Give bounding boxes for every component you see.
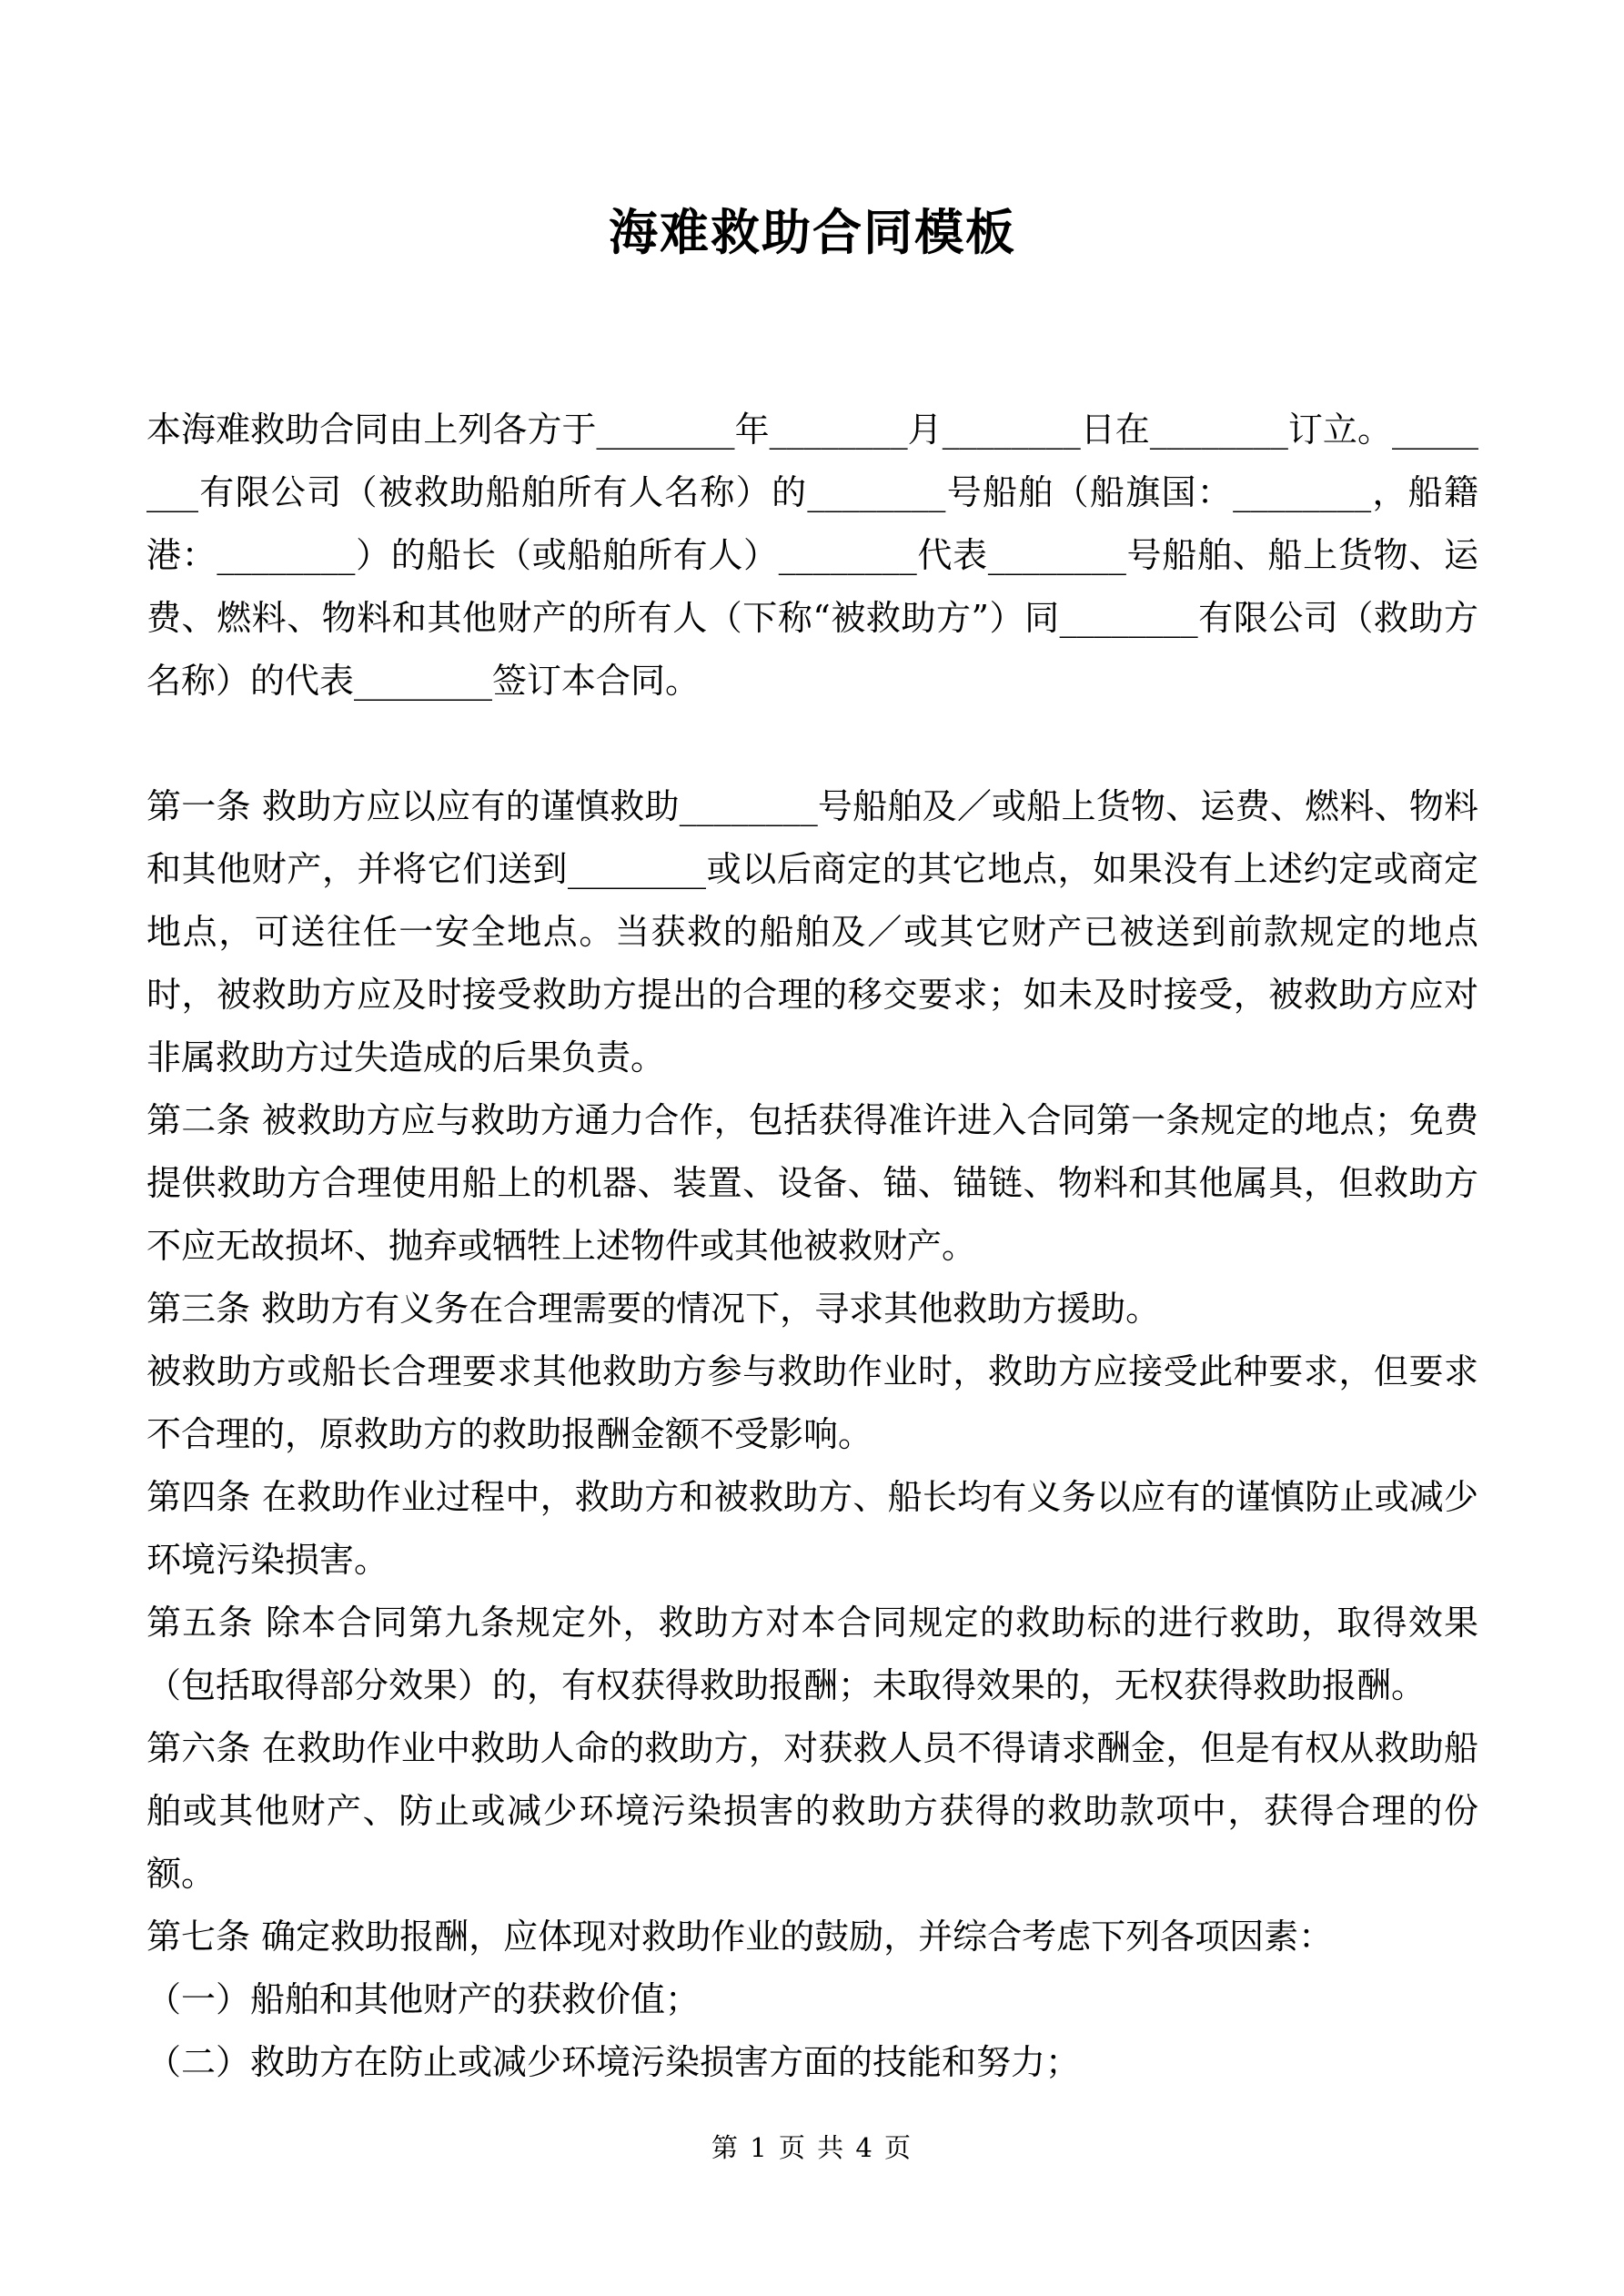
article-7-paragraph: 第七条 确定救助报酬，应体现对救助作业的鼓励，并综合考虑下列各项因素： [146, 1917, 1334, 1957]
article-7-item-2: （二）救助方在防止或减少环境污染损害方面的技能和努力； [146, 2042, 1081, 2082]
article-4-paragraph: 第四条 在救助作业过程中，救助方和被救助方、船长均有义务以应有的谨慎防止或减少环境污染损害。 [146, 1477, 1478, 1580]
article-2-paragraph: 第二条 被救助方应与救助方通力合作，包括获得准许进入合同第一条规定的地点；免费提供救助方合理使用船上的机器、装置、设备、锚、锚链、物料和其他属具，但救助方不应无故损坏、抛弃或牺牲上述物件或其他被救财产。 [146, 1100, 1478, 1266]
document-body [146, 399, 1478, 2094]
article-7-item-1: （一）船舶和其他财产的获救价值； [146, 1979, 701, 2019]
document-title: 海难救助合同模板 [609, 203, 1016, 261]
article-1-paragraph: 第一条 救助方应以应有的谨慎救助________号船舶及／或船上货物、运费、燃料、物料和其他财产，并将它们送到________或以后商定的其它地点，如果没有上述约定或商定地点，可送往任一安全地点。当获救的船舶及／或其它财产已被送到前款规定的地点时，被救助方应及时接受救助方提出的合理的移交要求；如未及时接受，被救助方应对非属救助方过失造成的后果负责。 [146, 786, 1478, 1077]
blank-line [146, 713, 1478, 775]
intro-paragraph: 本海难救助合同由上列各方于________年________月________日在________订立。________有限公司（被救助船舶所有人名称）的________号船舶（船旗国：________，船籍港：________）的船长（或船舶所有人）________代表________号船舶、船上货物、运费、燃料、物料和其他财产的所有人（下称“被救助方”）同________有限公司（救助方名称）的代表________签订本合同。 [146, 410, 1478, 701]
page-number: 第 1 页 共 4 页 [711, 2132, 913, 2163]
document-content [146, 0, 1478, 2094]
article-6-paragraph: 第六条 在救助作业中救助人命的救助方，对获救人员不得请求酬金，但是有权从救助船舶或其他财产、防止或减少环境污染损害的救助方获得的救助款项中，获得合理的份额。 [146, 1728, 1478, 1894]
article-3-continuation-paragraph: 被救助方或船长合理要求其他救助方参与救助作业时，救助方应接受此种要求，但要求不合理的，原救助方的救助报酬金额不受影响。 [146, 1351, 1478, 1454]
article-3-paragraph: 第三条 救助方有义务在合理需要的情况下，寻求其他救助方援助。 [146, 1289, 1161, 1329]
article-5-paragraph: 第五条 除本合同第九条规定外，救助方对本合同规定的救助标的进行救助，取得效果（包括取得部分效果）的，有权获得救助报酬；未取得效果的，无权获得救助报酬。 [146, 1603, 1478, 1705]
